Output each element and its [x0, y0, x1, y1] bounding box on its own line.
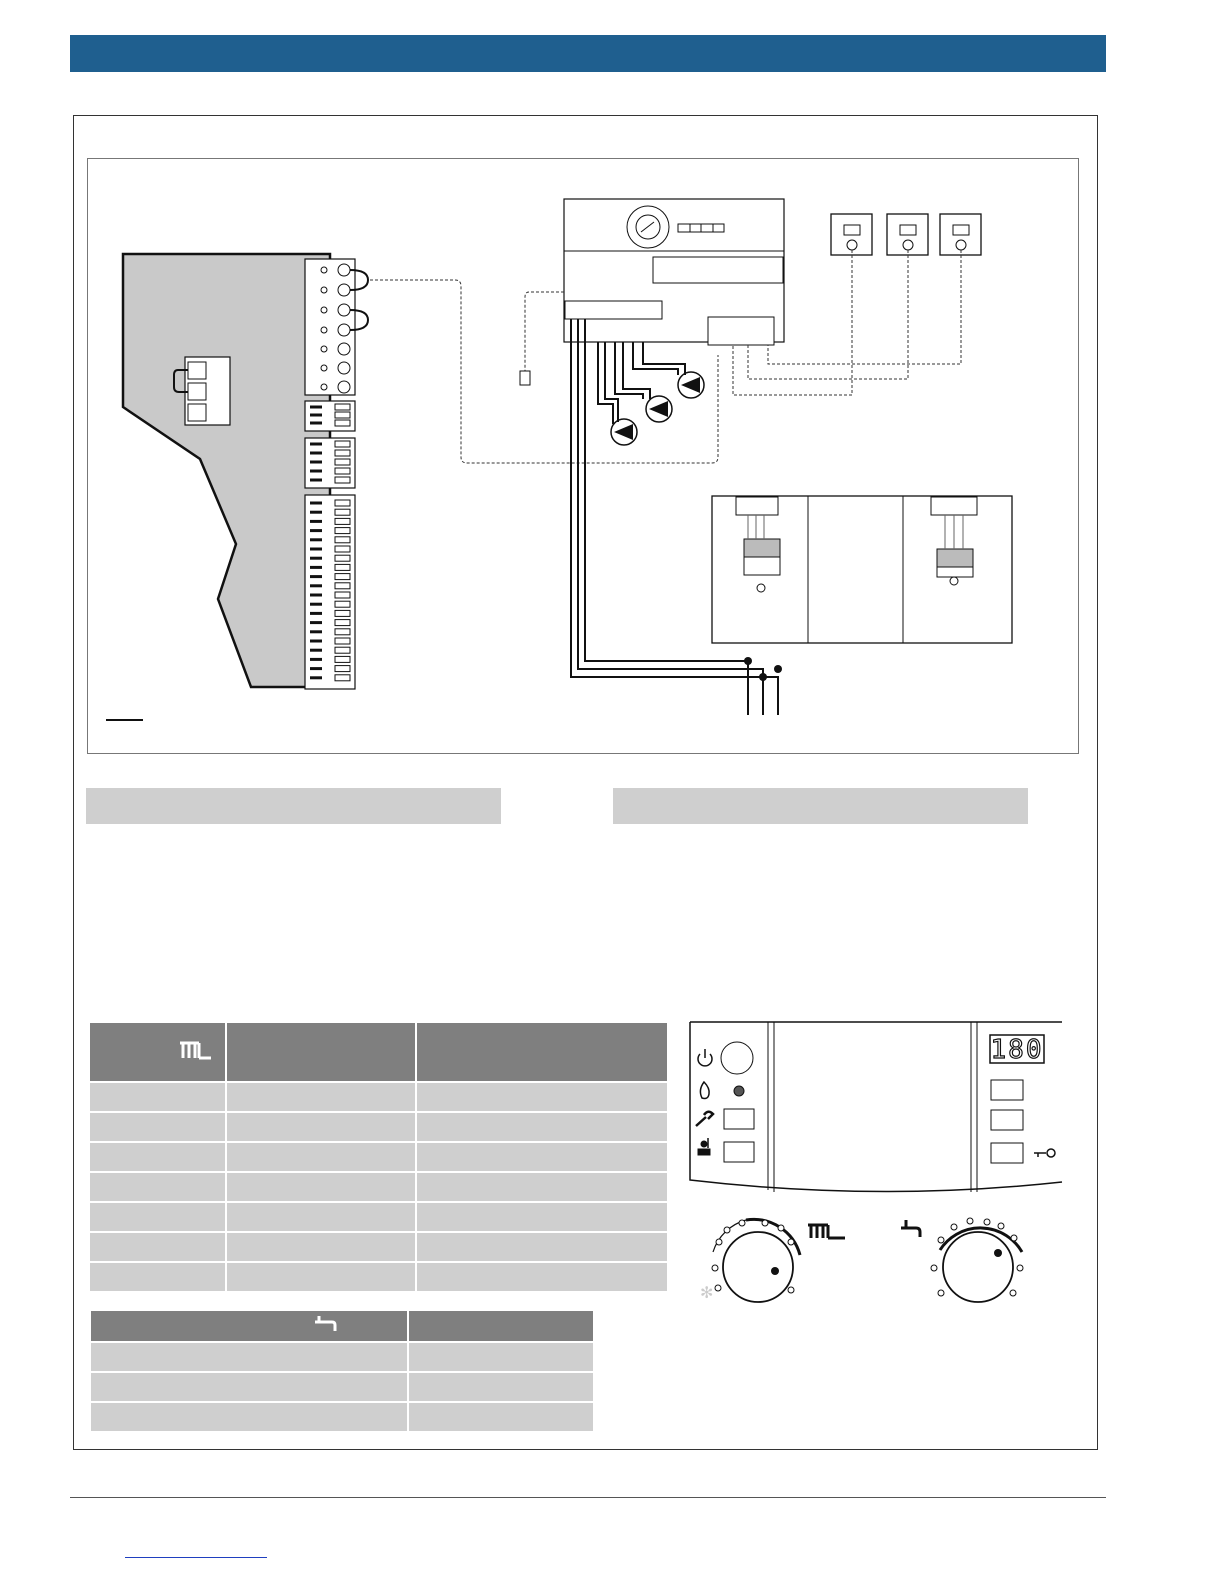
- terminal-slot: [335, 404, 350, 410]
- chimney-sweep-icon: [698, 1138, 710, 1155]
- terminal-slot: [335, 546, 350, 552]
- terminal-slot: [335, 592, 350, 598]
- dhw-table: [89, 1309, 595, 1433]
- power-icon: [698, 1049, 712, 1066]
- terminal-slot: [335, 441, 350, 447]
- flame-icon: [700, 1082, 709, 1099]
- dhw-column-header: [91, 1311, 407, 1341]
- tap-icon: [313, 1313, 339, 1335]
- table-row: [90, 1083, 667, 1111]
- terminal-slot: [335, 656, 350, 662]
- boiler-control-panel: [688, 1020, 1064, 1310]
- terminal-slot: [335, 518, 350, 524]
- table-row: [90, 1143, 667, 1171]
- table-row: [90, 1263, 667, 1291]
- footer-link-underline: [125, 1557, 267, 1558]
- table-header-cell: [227, 1023, 415, 1081]
- terminal-slot: [335, 528, 350, 534]
- dhw-knob: [943, 1232, 1013, 1302]
- control-module-body: [123, 254, 330, 687]
- terminal-slot: [335, 477, 350, 483]
- terminal-slot: [335, 459, 350, 465]
- footer-rule: [70, 1497, 1106, 1498]
- terminal-slot: [335, 500, 350, 506]
- tap-icon: [901, 1220, 920, 1237]
- radiator-icon: [177, 1039, 213, 1061]
- section-heading-left: [86, 788, 501, 824]
- radiator-icon: [808, 1225, 845, 1238]
- wrench-icon: [696, 1112, 713, 1126]
- terminal-slot: [335, 555, 350, 561]
- wiring-diagram: [87, 158, 1079, 754]
- terminal-slot: [335, 420, 350, 426]
- table-row: [91, 1403, 593, 1431]
- table-header-cell: [409, 1311, 593, 1341]
- heating-table: [88, 1021, 669, 1293]
- terminal-slot: [335, 675, 350, 681]
- table-row: [90, 1233, 667, 1261]
- display-readout: 180: [990, 1035, 1044, 1065]
- table-row: [91, 1343, 593, 1371]
- terminal-slot: [335, 638, 350, 644]
- terminal-slot: [335, 620, 350, 626]
- table-row: [90, 1113, 667, 1141]
- terminal-slot: [335, 583, 350, 589]
- terminal-slot: [335, 666, 350, 672]
- section-heading-right: [613, 788, 1028, 824]
- wiring-diagram-drawing: [88, 159, 1080, 755]
- key-icon: [1034, 1149, 1055, 1157]
- table-row: [90, 1173, 667, 1201]
- heating-knob: [723, 1232, 793, 1302]
- control-panel-drawing: [688, 1020, 1064, 1310]
- terminal-slot: [335, 509, 350, 515]
- table-row: [90, 1203, 667, 1231]
- terminal-slot: [335, 647, 350, 653]
- terminal-slot: [335, 601, 350, 607]
- snowflake-icon: ✻: [700, 1283, 714, 1302]
- terminal-slot: [335, 610, 350, 616]
- table-header-cell: [417, 1023, 667, 1081]
- terminal-slot: [335, 468, 350, 474]
- terminal-slot: [335, 412, 350, 418]
- terminal-slot: [335, 564, 350, 570]
- terminal-slot: [335, 574, 350, 580]
- table-row: [91, 1373, 593, 1401]
- terminal-slot: [335, 450, 350, 456]
- header-bar: [70, 35, 1106, 72]
- heating-column-header: [90, 1023, 225, 1081]
- terminal-slot: [335, 537, 350, 543]
- terminal-slot: [335, 629, 350, 635]
